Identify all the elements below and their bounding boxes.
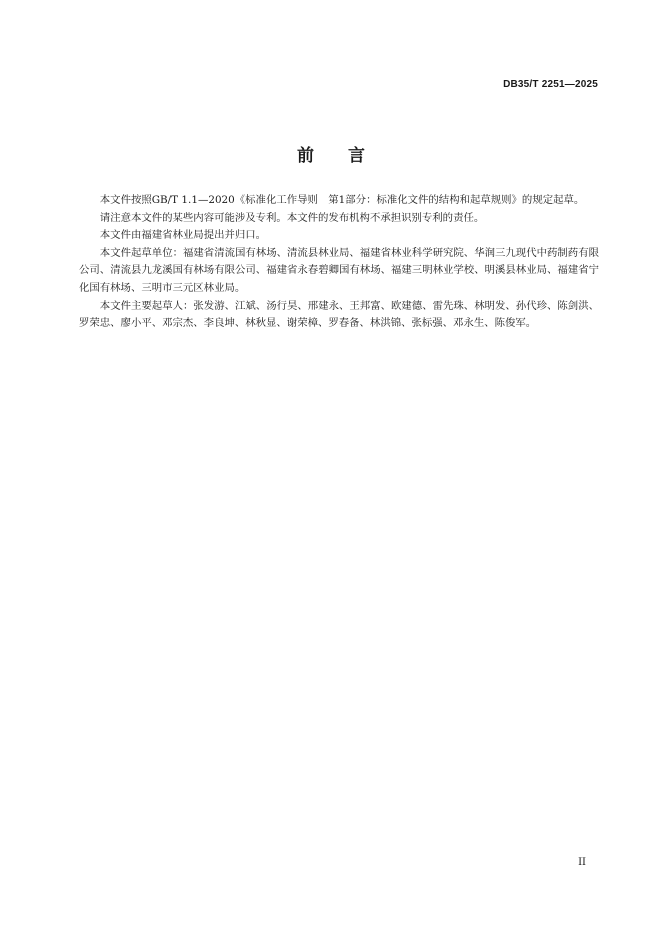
page-number: II (578, 857, 586, 868)
paragraph-drafters: 本文件主要起草人：张发游、江斌、汤行昊、邢建永、王邦富、欧建德、雷先珠、林明发、孙代珍、陈剑洪、罗荣忠、廖小平、邓宗杰、李良坤、林秋显、谢荣樟、罗春备、林洪锦、张标强、邓永生、陈俊军。 (79, 299, 599, 330)
paragraph-drafting-rules: 本文件按照GB/T 1.1—2020《标准化工作导则 第1部分：标准化文件的结构和起草规则》的规定起草。 (99, 194, 585, 206)
paragraph-proposer: 本文件由福建省林业局提出并归口。 (99, 229, 267, 242)
foreword-body (79, 192, 599, 333)
document-code: DB35/T 2251—2025 (503, 79, 598, 90)
title-char-2: 言 (348, 146, 365, 166)
title-char-1: 前 (297, 146, 314, 166)
paragraph-patent-notice: 请注意本文件的某些内容可能涉及专利。本文件的发布机构不承担识别专利的责任。 (99, 211, 485, 224)
paragraph-drafting-units: 本文件起草单位：福建省清流国有林场、清流县林业局、福建省林业科学研究院、华润三九现代中药制药有限公司、清流县九龙溪国有林场有限公司、福建省永春碧卿国有林场、福建三明林业学校、明溪县林业局、福建省宁化国有林场、三明市三元区林业局。 (79, 246, 599, 294)
page-title (0, 141, 662, 166)
